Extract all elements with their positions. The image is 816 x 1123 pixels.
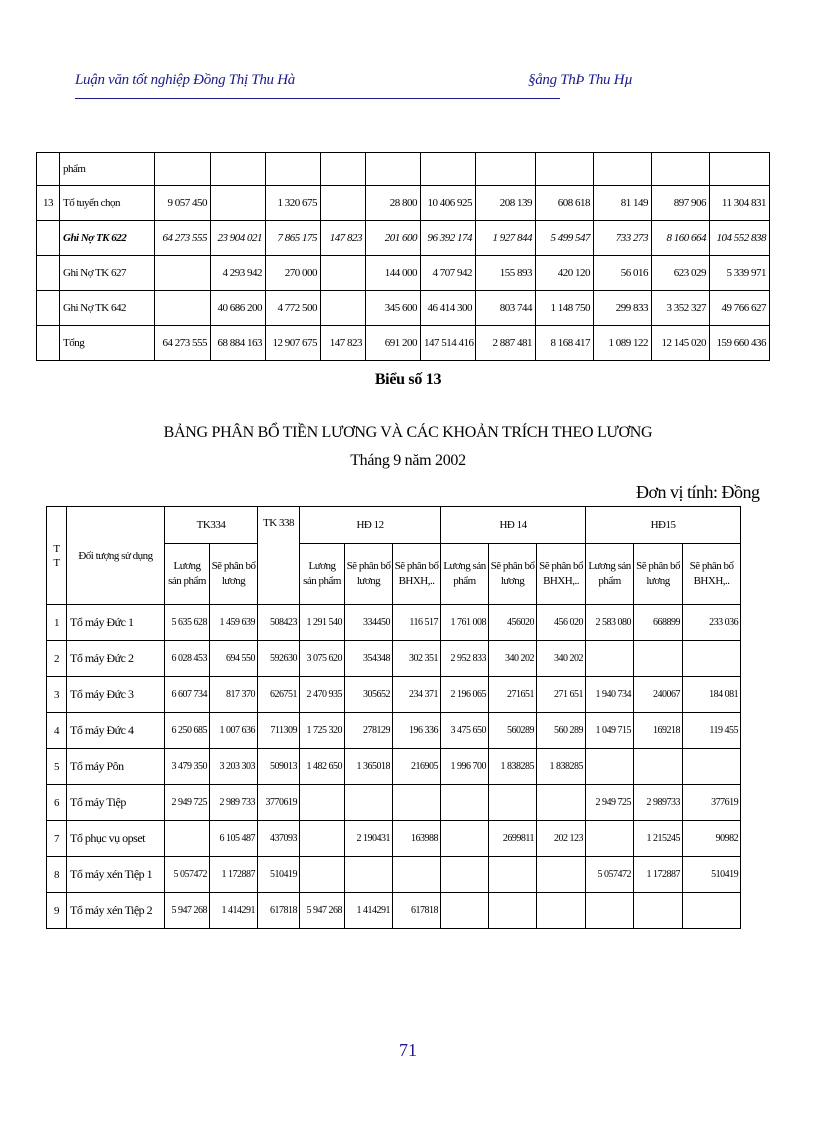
col-hd14: HĐ 14 [441,507,586,544]
cell-value: 28 800 [366,186,421,221]
cell-value [710,153,770,186]
header-rule [75,98,560,99]
table-row [47,641,741,677]
cell-value: 1 482 650 [300,749,345,785]
cell-value [489,857,537,893]
cell-doi-tuong: Tổ máy Đức 3 [67,677,165,713]
cell-doi-tuong: Tổ phục vụ opset [67,821,165,857]
col-tk338: TK 338 [258,507,300,605]
subcol-se-phan-bo-luong: Sẽ phân bổ lương [210,544,258,605]
cell-value [266,153,321,186]
cell-value: 6 607 734 [165,677,210,713]
table-row [37,326,770,361]
cell-value: 608 618 [536,186,594,221]
cell-value [586,821,634,857]
subcol-se-phan-bo-bhxh: Sẽ phân bổ BHXH,.. [537,544,586,605]
cell-tt: 13 [37,186,60,221]
unit-label: Đơn vị tính: Đồng [636,482,760,502]
cell-value: 340 202 [489,641,537,677]
cell-value: 270 000 [266,256,321,291]
cell-tt: 8 [47,857,67,893]
cell-value: 119 455 [683,713,741,749]
table-row [47,821,741,857]
cell-value: 5 057472 [586,857,634,893]
subcol-se-phan-bo-luong: Sẽ phân bổ lương [634,544,683,605]
cell-value: 202 123 [537,821,586,857]
cell-value: 4 707 942 [421,256,476,291]
cell-value: 216905 [393,749,441,785]
cell-value: 9 057 450 [155,186,211,221]
subcol-se-phan-bo-bhxh: Sẽ phân bổ BHXH,.. [683,544,741,605]
cell-value: 592630 [258,641,300,677]
cell-value: 1 365018 [345,749,393,785]
table-row [37,291,770,326]
cell-doi-tuong: Tổ máy Pôn [67,749,165,785]
cell-value: 240067 [634,677,683,713]
cell-value [537,857,586,893]
subcol-se-phan-bo-bhxh: Sẽ phân bổ BHXH,.. [393,544,441,605]
cell-value [536,153,594,186]
salary-allocation-table [46,506,741,929]
cell-value [489,785,537,821]
cell-value: 617818 [258,893,300,929]
col-tk334: TK334 [165,507,258,544]
cell-tt [37,153,60,186]
cell-value: 3 475 650 [441,713,489,749]
subcol-luong-sp: Lương sản phẩm [586,544,634,605]
cell-value: 5 947 268 [300,893,345,929]
cell-value: 1 172887 [210,857,258,893]
cell-value: 733 273 [594,221,652,256]
cell-value [586,893,634,929]
cell-value: 509013 [258,749,300,785]
summary-table-continued [36,152,770,361]
cell-value [211,186,266,221]
cell-doi-tuong: Tổ máy Đức 4 [67,713,165,749]
cell-value: 1 320 675 [266,186,321,221]
cell-value: 803 744 [476,291,536,326]
cell-value [345,785,393,821]
cell-value: 4 293 942 [211,256,266,291]
cell-value [441,785,489,821]
cell-label: Ghi Nợ TK 627 [60,256,155,291]
cell-value: 8 160 664 [652,221,710,256]
cell-value [489,893,537,929]
cell-value [321,186,366,221]
cell-label: Tổng [60,326,155,361]
cell-value: 147 514 416 [421,326,476,361]
table-row [47,713,741,749]
cell-value: 64 273 555 [155,221,211,256]
cell-value: 3 203 303 [210,749,258,785]
cell-value: 1 414291 [345,893,393,929]
cell-value: 626751 [258,677,300,713]
cell-value [683,893,741,929]
cell-value: 46 414 300 [421,291,476,326]
cell-value [537,893,586,929]
cell-value [634,749,683,785]
cell-value: 5 635 628 [165,605,210,641]
cell-value: 12 907 675 [266,326,321,361]
cell-value: 4 772 500 [266,291,321,326]
cell-value [155,153,211,186]
cell-value: 817 370 [210,677,258,713]
cell-value: 5 499 547 [536,221,594,256]
cell-value: 2 949 725 [586,785,634,821]
cell-value: 668899 [634,605,683,641]
cell-value: 1 996 700 [441,749,489,785]
cell-doi-tuong: Tổ máy xén Tiệp 2 [67,893,165,929]
table-row [37,153,770,186]
cell-value [345,857,393,893]
cell-value: 1 459 639 [210,605,258,641]
table-row [37,221,770,256]
cell-value: 2 949 725 [165,785,210,821]
cell-tt [37,291,60,326]
cell-value: 334450 [345,605,393,641]
cell-value: 5 339 971 [710,256,770,291]
table-row [47,677,741,713]
cell-value: 456 020 [537,605,586,641]
cell-value: 23 904 021 [211,221,266,256]
cell-value: 68 884 163 [211,326,266,361]
subcol-luong-sp: Lương sản phẩm [165,544,210,605]
cell-value: 508423 [258,605,300,641]
cell-value: 1 291 540 [300,605,345,641]
cell-value [441,893,489,929]
cell-value: 1 049 715 [586,713,634,749]
cell-value: 233 036 [683,605,741,641]
cell-value: 299 833 [594,291,652,326]
cell-value: 1 761 008 [441,605,489,641]
cell-value: 1 838285 [489,749,537,785]
table-row [47,893,741,929]
table-row [47,749,741,785]
cell-value: 56 016 [594,256,652,291]
cell-value [155,291,211,326]
cell-value: 302 351 [393,641,441,677]
subcol-se-phan-bo-luong: Sẽ phân bổ lương [345,544,393,605]
cell-value: 3 479 350 [165,749,210,785]
cell-value: 3 075 620 [300,641,345,677]
cell-value: 64 273 555 [155,326,211,361]
cell-value: 2 470 935 [300,677,345,713]
cell-value: 354348 [345,641,393,677]
subcol-se-phan-bo-luong: Sẽ phân bổ lương [489,544,537,605]
cell-value: 196 336 [393,713,441,749]
cell-value [393,857,441,893]
cell-value: 5 947 268 [165,893,210,929]
cell-value: 11 304 831 [710,186,770,221]
table-number: Biểu số 13 [374,371,442,388]
table-row [37,256,770,291]
cell-tt: 7 [47,821,67,857]
cell-value: 305652 [345,677,393,713]
cell-value: 2 583 080 [586,605,634,641]
subcol-luong-sp: Lương sản phẩm [441,544,489,605]
cell-value: 169218 [634,713,683,749]
cell-value: 694 550 [210,641,258,677]
cell-tt: 6 [47,785,67,821]
cell-value: 617818 [393,893,441,929]
cell-value: 8 168 417 [536,326,594,361]
cell-value: 437093 [258,821,300,857]
cell-label: phẩm [60,153,155,186]
cell-value: 147 823 [321,326,366,361]
cell-tt: 4 [47,713,67,749]
cell-doi-tuong: Tổ máy Đức 2 [67,641,165,677]
cell-tt [37,326,60,361]
cell-value [155,256,211,291]
cell-value [683,749,741,785]
cell-value [321,256,366,291]
cell-value: 2 952 833 [441,641,489,677]
cell-value [441,857,489,893]
cell-doi-tuong: Tổ máy Đức 1 [67,605,165,641]
cell-value: 1 007 636 [210,713,258,749]
cell-value: 560 289 [537,713,586,749]
cell-value: 2 989733 [634,785,683,821]
cell-value: 159 660 436 [710,326,770,361]
cell-value [441,821,489,857]
cell-value: 340 202 [537,641,586,677]
page-number: 71 [399,1040,417,1060]
cell-value: 12 145 020 [652,326,710,361]
cell-value: 10 406 925 [421,186,476,221]
cell-value: 271 651 [537,677,586,713]
cell-value: 278129 [345,713,393,749]
cell-value: 1 838285 [537,749,586,785]
cell-value: 163988 [393,821,441,857]
cell-label: Ghi Nợ TK 642 [60,291,155,326]
cell-value: 3770619 [258,785,300,821]
col-hd12: HĐ 12 [300,507,441,544]
table-period: Tháng 9 năm 2002 [350,452,466,469]
cell-tt: 2 [47,641,67,677]
cell-value [634,641,683,677]
cell-value [586,749,634,785]
cell-value: 1 172887 [634,857,683,893]
cell-value: 1 089 122 [594,326,652,361]
cell-value: 40 686 200 [211,291,266,326]
cell-value: 271651 [489,677,537,713]
col-tt: T T [47,507,67,605]
table-title: BẢNG PHÂN BỔ TIỀN LƯƠNG VÀ CÁC KHOẢN TRÍCH THEO LƯƠNG [163,424,653,441]
cell-value [300,821,345,857]
cell-value: 1 940 734 [586,677,634,713]
cell-value: 116 517 [393,605,441,641]
cell-value: 49 766 627 [710,291,770,326]
table-row [47,857,741,893]
cell-value: 2 989 733 [210,785,258,821]
cell-value [321,153,366,186]
cell-value [652,153,710,186]
cell-value: 2 196 065 [441,677,489,713]
table-row [47,605,741,641]
cell-value: 104 552 838 [710,221,770,256]
cell-tt [37,221,60,256]
cell-value: 6 105 487 [210,821,258,857]
cell-value: 5 057472 [165,857,210,893]
col-doi-tuong: Đối tượng sử dụng [67,507,165,605]
cell-value [300,785,345,821]
header-right: §ång ThÞ Thu Hµ [528,72,633,88]
cell-value: 184 081 [683,677,741,713]
cell-value: 2 190431 [345,821,393,857]
col-hd15: HĐ15 [586,507,741,544]
table-row [47,785,741,821]
cell-label: Tổ tuyển chọn [60,186,155,221]
cell-tt [37,256,60,291]
cell-value: 234 371 [393,677,441,713]
cell-value: 1 927 844 [476,221,536,256]
cell-value: 2 887 481 [476,326,536,361]
cell-value [586,641,634,677]
cell-value: 1 215245 [634,821,683,857]
header-left: Luận văn tốt nghiệp Đồng Thị Thu Hà [75,72,295,88]
cell-value: 208 139 [476,186,536,221]
cell-value: 1 414291 [210,893,258,929]
cell-doi-tuong: Tổ máy xén Tiệp 1 [67,857,165,893]
cell-value [393,785,441,821]
cell-value: 1 148 750 [536,291,594,326]
cell-value: 691 200 [366,326,421,361]
cell-value: 456020 [489,605,537,641]
cell-value [211,153,266,186]
cell-value: 3 352 327 [652,291,710,326]
cell-value [683,641,741,677]
cell-value: 90982 [683,821,741,857]
cell-tt: 3 [47,677,67,713]
cell-value [476,153,536,186]
cell-value [537,785,586,821]
cell-value: 510419 [258,857,300,893]
cell-value: 96 392 174 [421,221,476,256]
cell-label: Ghi Nợ TK 622 [60,221,155,256]
cell-value [634,893,683,929]
cell-value: 560289 [489,713,537,749]
cell-value: 510419 [683,857,741,893]
cell-value: 7 865 175 [266,221,321,256]
cell-tt: 5 [47,749,67,785]
cell-value: 144 000 [366,256,421,291]
cell-value [165,821,210,857]
cell-value [300,857,345,893]
cell-value: 711309 [258,713,300,749]
cell-doi-tuong: Tổ máy Tiệp [67,785,165,821]
cell-value: 1 725 320 [300,713,345,749]
cell-value: 81 149 [594,186,652,221]
cell-value: 623 029 [652,256,710,291]
cell-value: 2699811 [489,821,537,857]
cell-value: 897 906 [652,186,710,221]
cell-value: 201 600 [366,221,421,256]
cell-value [594,153,652,186]
cell-value [421,153,476,186]
cell-value [321,291,366,326]
cell-value: 147 823 [321,221,366,256]
cell-value: 155 893 [476,256,536,291]
cell-tt: 9 [47,893,67,929]
subcol-luong-sp: Lương sản phẩm [300,544,345,605]
cell-tt: 1 [47,605,67,641]
table-row [37,186,770,221]
cell-value: 6 250 685 [165,713,210,749]
cell-value: 377619 [683,785,741,821]
cell-value [366,153,421,186]
cell-value: 420 120 [536,256,594,291]
cell-value: 6 028 453 [165,641,210,677]
cell-value: 345 600 [366,291,421,326]
